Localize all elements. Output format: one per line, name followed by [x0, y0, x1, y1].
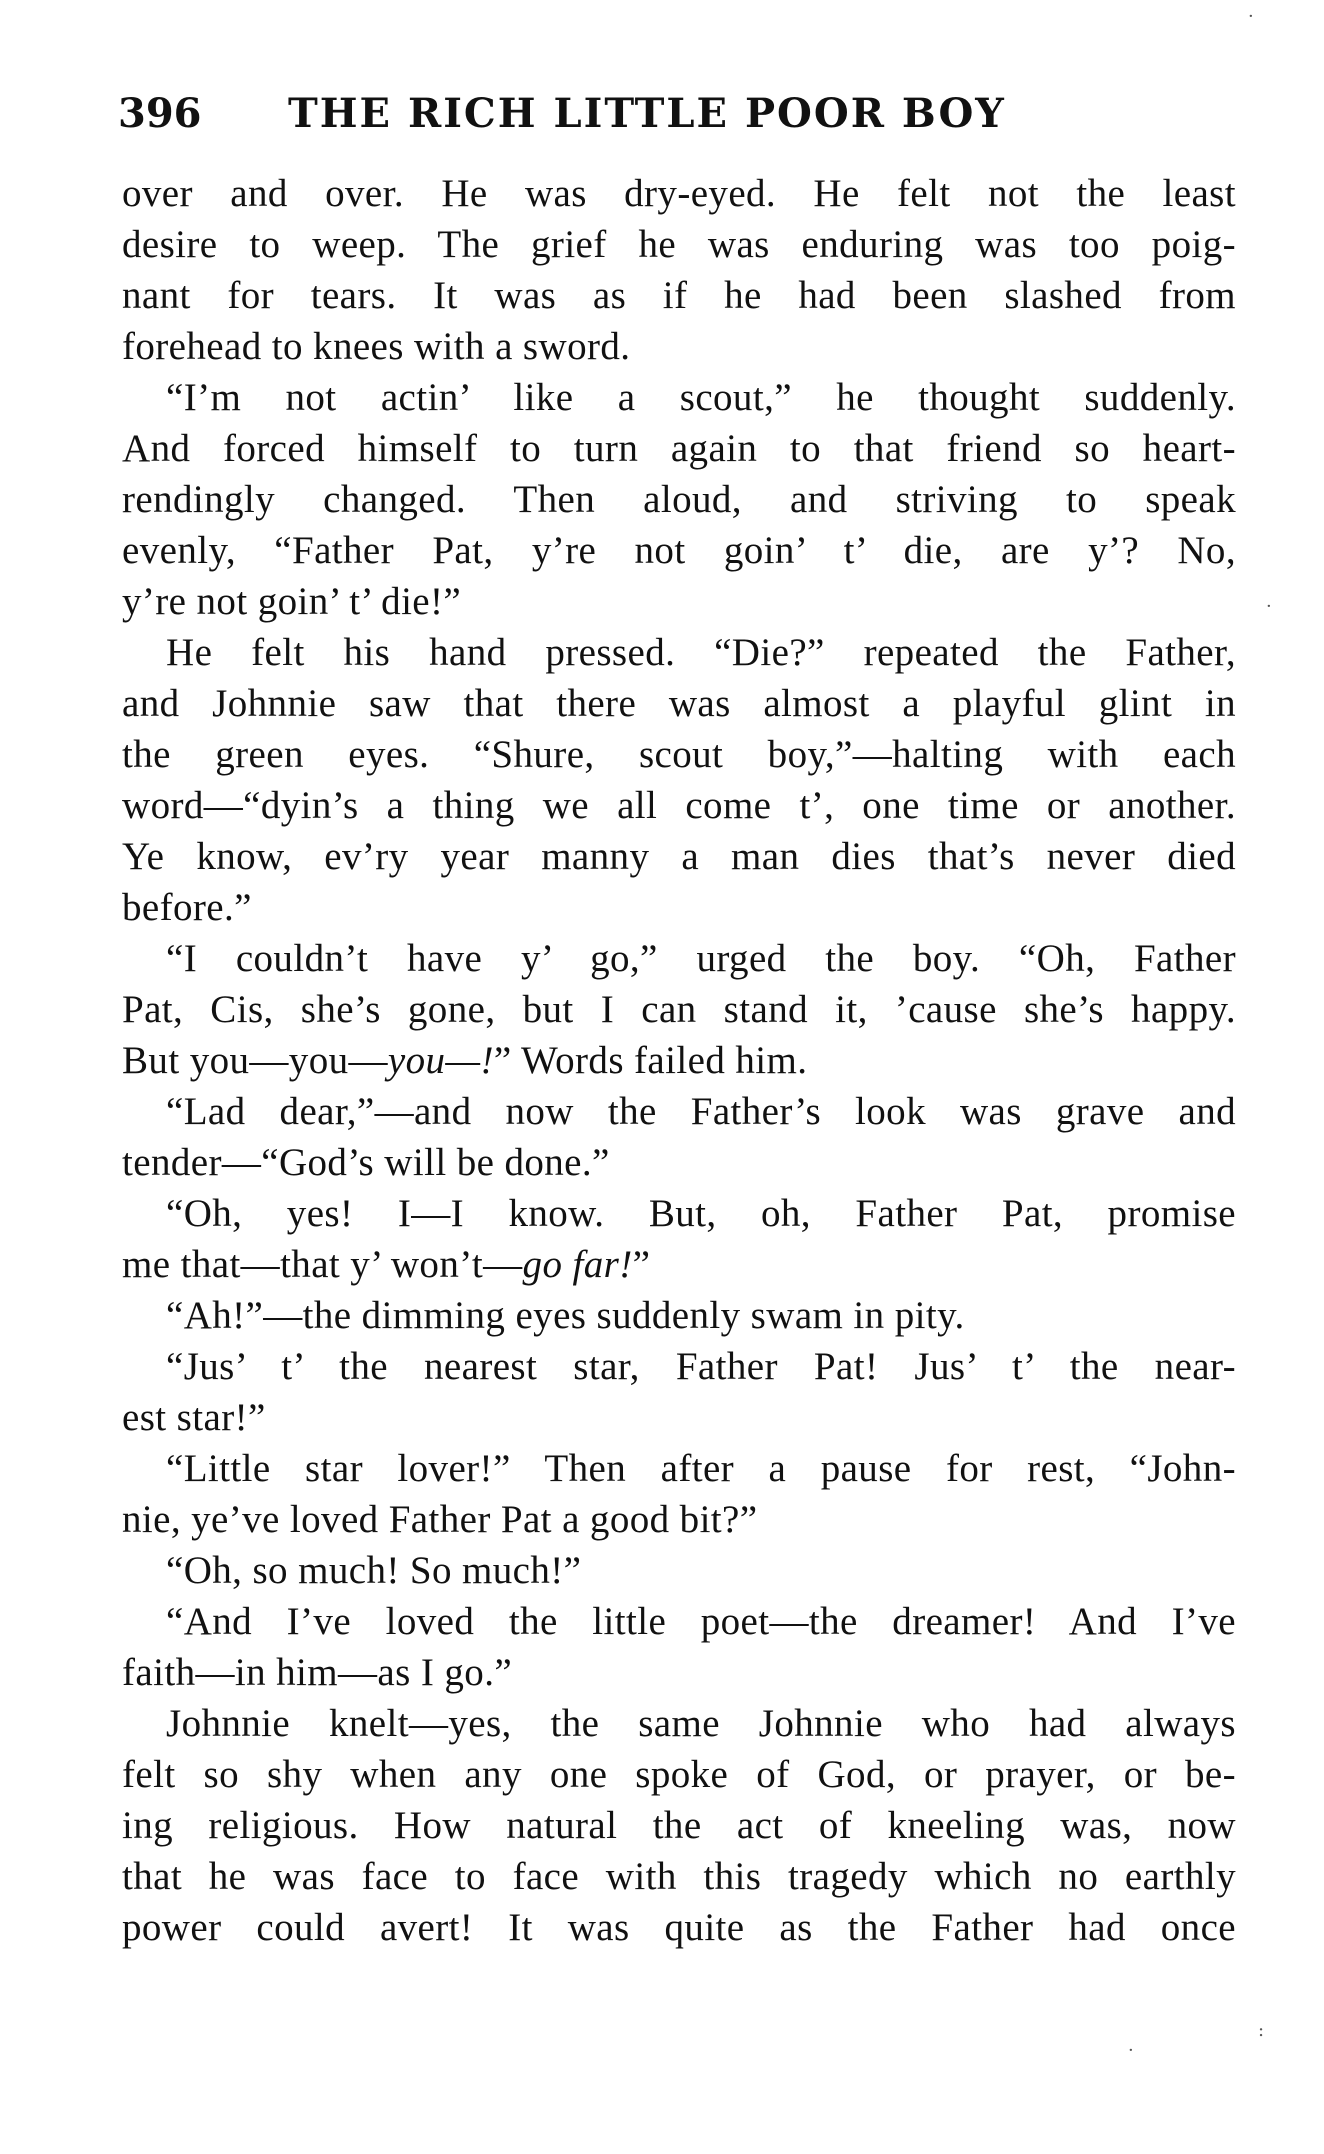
text-segment: But you—you— — [122, 1039, 388, 1082]
text-line: “Little star lover!” Then after a pause for rest, “John- — [166, 1447, 1236, 1490]
speck-mark: · — [1266, 596, 1272, 617]
text-line: “Oh, yes! I—I know. But, oh, Father Pat, promise — [166, 1192, 1236, 1235]
running-head — [118, 84, 1238, 144]
text-line: Johnnie knelt—yes, the same Johnnie who had always — [166, 1702, 1236, 1745]
book-title: THE RICH LITTLE POOR BOY — [288, 90, 1006, 137]
text-line — [122, 1035, 1236, 1086]
body-text — [122, 168, 1236, 1953]
text-line: est star!” — [122, 1396, 266, 1439]
text-line: tender—“God’s will be done.” — [122, 1141, 610, 1184]
text-line: “Jus’ t’ the nearest star, Father Pat! Jus’ t’ the near- — [166, 1345, 1236, 1388]
speck-mark: · — [1248, 6, 1254, 27]
text-line: Ye know, ev’ry year manny a man dies that’s never died — [122, 835, 1236, 878]
text-line: desire to weep. The grief he was enduring was too poig- — [122, 223, 1236, 266]
text-segment: ” — [632, 1243, 651, 1286]
text-line: over and over. He was dry-eyed. He felt not the least — [122, 172, 1236, 215]
text-line: “I couldn’t have y’ go,” urged the boy. “Oh, Father — [166, 937, 1236, 980]
text-line: Pat, Cis, she’s gone, but I can stand it, ’cause she’s happy. — [122, 988, 1236, 1031]
text-line: before.” — [122, 886, 252, 929]
text-line: faith—in him—as I go.” — [122, 1651, 513, 1694]
text-line: forehead to knees with a sword. — [122, 325, 631, 368]
text-line: the green eyes. “Shure, scout boy,”—halting with each — [122, 733, 1236, 776]
text-line: that he was face to face with this tragedy which no earthly — [122, 1855, 1236, 1898]
text-line: “And I’ve loved the little poet—the dreamer! And I’ve — [166, 1600, 1236, 1643]
text-line: and Johnnie saw that there was almost a playful glint in — [122, 682, 1236, 725]
text-line: And forced himself to turn again to that friend so heart- — [122, 427, 1236, 470]
text-line: word—“dyin’s a thing we all come t’, one time or another. — [122, 784, 1236, 827]
text-line: “Lad dear,”—and now the Father’s look was grave and — [166, 1090, 1236, 1133]
text-line — [122, 1239, 1236, 1290]
speck-mark: · — [1128, 2040, 1134, 2061]
text-line: ing religious. How natural the act of kneeling was, now — [122, 1804, 1236, 1847]
text-line: y’re not goin’ t’ die!” — [122, 580, 462, 623]
text-line: felt so shy when any one spoke of God, or prayer, or be- — [122, 1753, 1236, 1796]
text-segment: ” Words failed him. — [493, 1039, 808, 1082]
text-line: He felt his hand pressed. “Die?” repeated the Father, — [166, 631, 1236, 674]
text-line: nie, ye’ve loved Father Pat a good bit?” — [122, 1498, 758, 1541]
italic-text: you—! — [387, 1039, 494, 1082]
speck-mark: : — [1258, 2020, 1265, 2041]
text-line: rendingly changed. Then aloud, and striving to speak — [122, 478, 1236, 521]
text-line: “I’m not actin’ like a scout,” he thought suddenly. — [166, 376, 1236, 419]
text-segment: me that—that y’ won’t— — [122, 1243, 523, 1286]
italic-text: go far! — [522, 1243, 633, 1286]
text-line: nant for tears. It was as if he had been slashed from — [122, 274, 1236, 317]
page-number: 396 — [118, 90, 202, 137]
text-line: “Oh, so much! So much!” — [166, 1549, 582, 1592]
text-line: evenly, “Father Pat, y’re not goin’ t’ die, are y’? No, — [122, 529, 1236, 572]
text-line: power could avert! It was quite as the Father had once — [122, 1906, 1236, 1949]
text-line: “Ah!”—the dimming eyes suddenly swam in pity. — [166, 1294, 965, 1337]
